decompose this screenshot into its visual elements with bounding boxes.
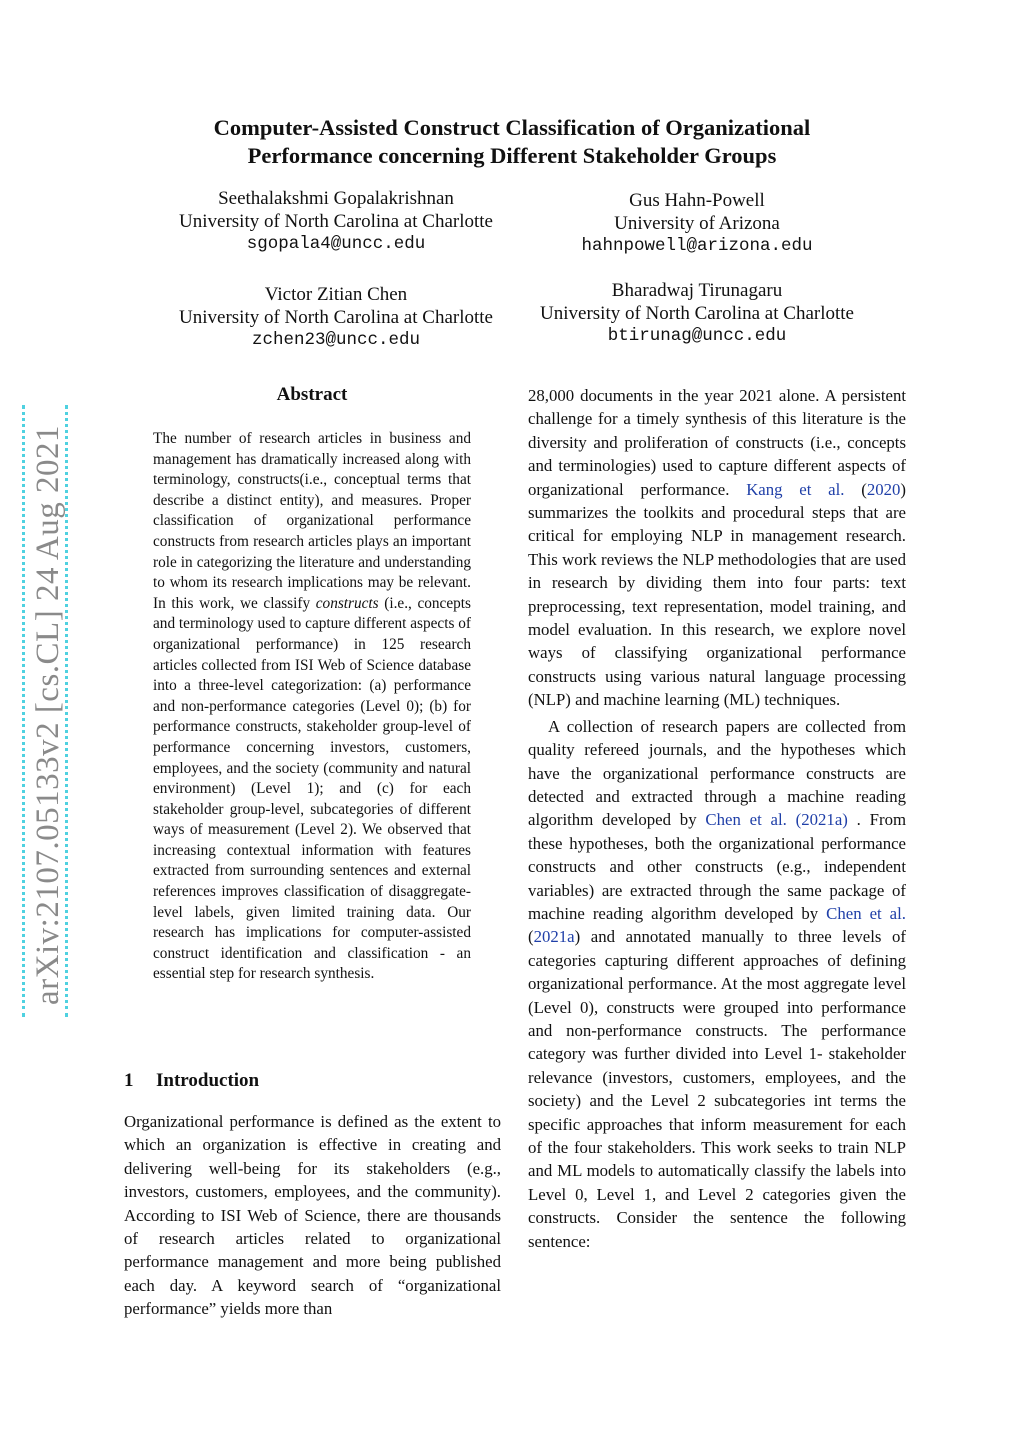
abstract-body bbox=[153, 429, 471, 985]
author-email[interactable]: btirunag@uncc.edu bbox=[607, 326, 787, 346]
author-name: Gus Hahn-Powell bbox=[629, 190, 765, 211]
paper-title bbox=[0, 114, 1024, 170]
author-name: Bharadwaj Tirunagaru bbox=[611, 280, 783, 301]
section-heading-introduction bbox=[124, 1070, 259, 1092]
citation-link[interactable]: (2021a) bbox=[795, 810, 848, 830]
abstract-emphasis: constructs bbox=[315, 594, 379, 612]
right-p2-text-a: A collection of research papers are collected from quality refereed journals, and the hypotheses which have the organizational performance constructs are detected and extracted through a machine reading algorithm developed by bbox=[528, 716, 906, 830]
citation-link[interactable]: 2021a bbox=[533, 927, 575, 947]
right-p2-text-c: ) and annotated manually to three levels of categories capturing different approaches of defining organizational performance. At the most aggregate level (Level 0), constructs were grouped into performance and non-performance constructs. The performance category was further divided into Level 1- stakeholder relevance (investors, customers, employees, and the society) and the Level 2 subcategories int terms the specific approaches that inform measurement for each of the four stakeholders. This work seeks to train NLP and ML models to automatically classify the labels into Level 0, Level 1, and Level 2 categories given the constructs. Consider the sentence the following sentence: bbox=[528, 927, 906, 1251]
citation-link[interactable]: 2020 bbox=[866, 479, 901, 499]
citation-link[interactable]: Chen et al. bbox=[705, 810, 787, 830]
right-column bbox=[528, 384, 906, 1253]
author-block-2 bbox=[530, 189, 864, 258]
right-paragraph-2 bbox=[528, 715, 906, 1253]
section-number: 1 bbox=[124, 1070, 134, 1091]
abstract-heading: Abstract bbox=[276, 384, 348, 405]
section-title: Introduction bbox=[156, 1070, 260, 1091]
citation-link[interactable]: Chen et al. bbox=[826, 903, 906, 923]
arxiv-id[interactable]: arXiv:2107.05133v2 [cs.CL] 24 Aug 2021 bbox=[30, 425, 66, 1005]
author-name: Victor Zitian Chen bbox=[264, 284, 408, 305]
introduction-paragraph: Organizational performance is defined as the extent to which an organization is effective in creating and delivering well-being for its stakeholders (e.g., investors, customers, employees, and the community). According to ISI Web of Science, there are thousands of research articles related to organizational performance management and more being published each day. A keyword search of “organizational performance” yields more than bbox=[124, 1112, 501, 1319]
author-affiliation: University of North Carolina at Charlotte bbox=[179, 307, 493, 328]
right-p2-text-b: . From these hypotheses, both the organizational performance constructs and other constructs (e.g., independent variables) are extracted through the same package of machine reading algorithm developed by bbox=[528, 810, 907, 923]
author-email[interactable]: zchen23@uncc.edu bbox=[251, 330, 421, 350]
author-block-1 bbox=[160, 187, 512, 256]
author-name: Seethalakshmi Gopalakrishnan bbox=[218, 188, 454, 209]
right-p1-text-b: ) summarizes the toolkits and procedural steps that are critical for employing NLP in management research. This work reviews the NLP methodologies that are used in research by dividing them into four parts: text preprocessing, text representation, model training, and model evaluation. In this research, we explore novel ways of classifying organizational performance constructs using various natural language processing (NLP) and machine learning (ML) techniques. bbox=[528, 479, 906, 710]
right-paragraph-1 bbox=[528, 384, 906, 712]
citation-link[interactable]: Kang et al. bbox=[746, 479, 845, 499]
author-affiliation: University of Arizona bbox=[614, 213, 780, 234]
paper-title-line-1: Computer-Assisted Construct Classification of Organizational bbox=[213, 115, 811, 140]
citation-paren: ( bbox=[844, 479, 867, 499]
abstract-text-b: (i.e., concepts and terminology used to capture different aspects of organizational performance) in 125 research articles collected from ISI Web of Science database into a three-level categorization: (a) performance and non-performance categories (Level 0); (b) for performance constructs, stakeholder group-level of performance concerning investors, customers, employees, and the society (community and natural environment) (Level 1); and (c) for each stakeholder group-level, subcategories of different ways of measurement (Level 2). We observed that increasing contextual information with features extracted from surrounding sentences and external references improves classification of disaggregate-level labels, given limited training data. Our research has implications for computer-assisted construct identification and classification - an essential step for research synthesis. bbox=[153, 594, 471, 983]
author-affiliation: University of North Carolina at Charlotte bbox=[179, 211, 493, 232]
author-block-4 bbox=[520, 279, 874, 348]
author-affiliation: University of North Carolina at Charlotte bbox=[540, 303, 854, 324]
author-email[interactable]: hahnpowell@arizona.edu bbox=[581, 236, 813, 256]
right-p1-text-a: 28,000 documents in the year 2021 alone. A persistent challenge for a timely synthesis of this literature is the diversity and proliferation of constructs (i.e., concepts and terminologies) used to capture different aspects of organizational performance. bbox=[528, 386, 906, 499]
abstract-text-a: The number of research articles in business and management has dramatically increased along with terminology, constructs(i.e., conceptual terms that describe a distinct entity), and measures. Proper classification of organizational performance constructs from research articles plays an important role in categorizing the literature and understanding to whom its research implications may be relevant. In this work, we classify bbox=[153, 430, 471, 612]
arxiv-sidebar bbox=[22, 405, 68, 1017]
paper-title-line-2: Performance concerning Different Stakeholder Groups bbox=[247, 143, 777, 168]
author-block-3 bbox=[160, 283, 512, 352]
citation-paren: ( bbox=[528, 927, 534, 947]
author-email[interactable]: sgopala4@uncc.edu bbox=[246, 234, 426, 254]
